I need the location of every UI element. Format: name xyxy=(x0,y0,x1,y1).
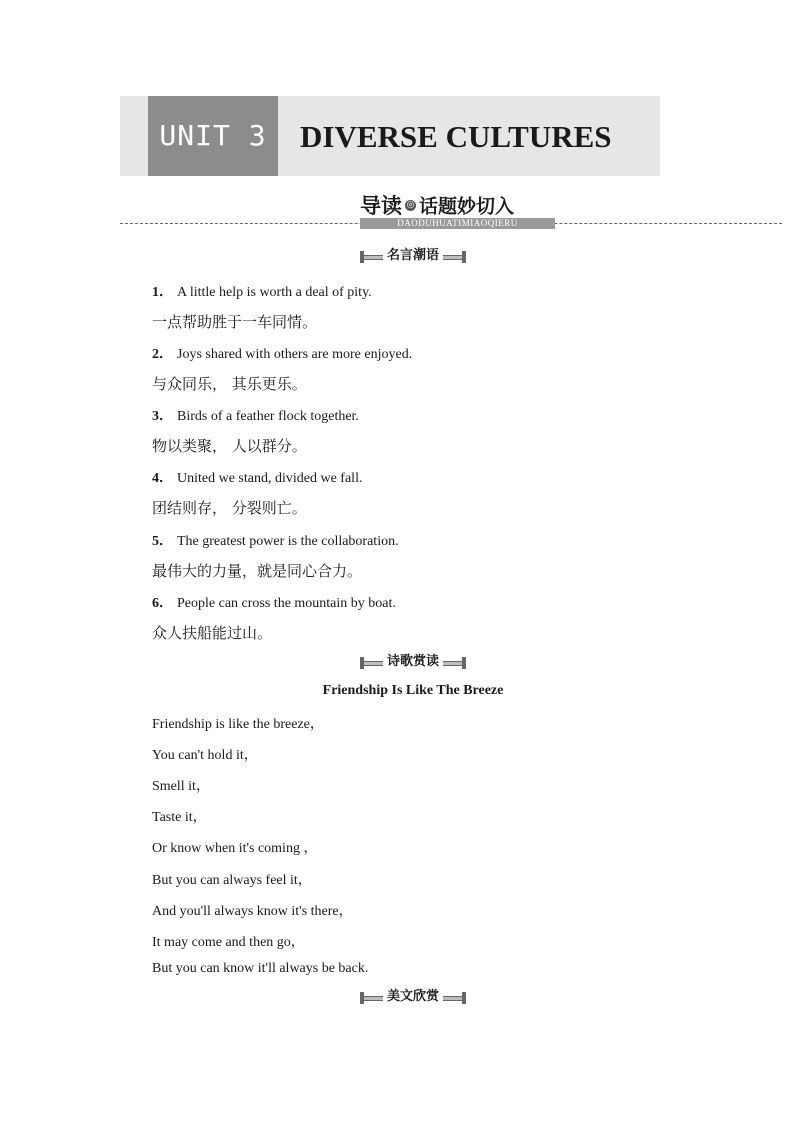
bullet-icon: ◎ xyxy=(406,199,415,210)
poem-title: Friendship Is Like The Breeze xyxy=(322,683,504,698)
quote-en-6: 6． People can cross the mountain by boat. xyxy=(152,596,396,611)
poem-line-9: But you can know it'll always be back. xyxy=(152,961,369,976)
unit-title: DIVERSE CULTURES xyxy=(300,119,612,154)
poem-line-6: But you can always feel it， xyxy=(152,873,312,888)
poem-line-1: Friendship is like the breeze， xyxy=(152,717,324,732)
guide-main-label: 导读 xyxy=(360,194,402,218)
quote-cn-1: 一点帮助胜于一车同情。 xyxy=(152,313,318,331)
poem-line-8: It may come and then go， xyxy=(152,935,305,950)
poem-line-3: Smell it， xyxy=(152,779,210,794)
unit-number: UNIT 3 xyxy=(148,96,278,176)
quote-cn-5: 最伟大的力量，就是同心合力。 xyxy=(152,562,363,580)
quote-en-3: 3． Birds of a feather flock together. xyxy=(152,409,359,424)
quote-cn-4: 团结则存， 分裂则亡。 xyxy=(152,499,307,517)
poem-line-2: You can't hold it， xyxy=(152,748,258,763)
guide-sub-label: 话题妙切入 xyxy=(419,195,515,218)
unit-banner xyxy=(120,96,660,176)
guide-heading xyxy=(360,190,514,220)
section-label-poem xyxy=(360,653,466,671)
section-label-quotes xyxy=(360,247,466,265)
quote-cn-6: 众人扶船能过山。 xyxy=(152,624,273,642)
quote-en-2: 2． Joys shared with others are more enjoyed. xyxy=(152,347,413,362)
quote-en-4: 4． United we stand, divided we fall. xyxy=(152,471,363,486)
section-label-text: 诗歌赏读 xyxy=(383,653,443,671)
guide-pinyin: DAODUHUATIMIAOQIERU xyxy=(360,218,555,229)
poem-line-5: Or know when it's coming ， xyxy=(152,841,318,856)
quote-cn-3: 物以类聚， 人以群分。 xyxy=(152,437,307,455)
poem-line-4: Taste it， xyxy=(152,810,207,825)
section-label-prose xyxy=(360,988,466,1006)
section-label-text: 美文欣赏 xyxy=(383,988,443,1006)
quote-en-1: 1． A little help is worth a deal of pity. xyxy=(152,285,372,300)
quote-en-5: 5． The greatest power is the collaboration. xyxy=(152,534,399,549)
section-label-text: 名言潮语 xyxy=(383,247,443,265)
poem-line-7: And you'll always know it's there， xyxy=(152,904,353,919)
quote-cn-2: 与众同乐， 其乐更乐。 xyxy=(152,375,307,393)
